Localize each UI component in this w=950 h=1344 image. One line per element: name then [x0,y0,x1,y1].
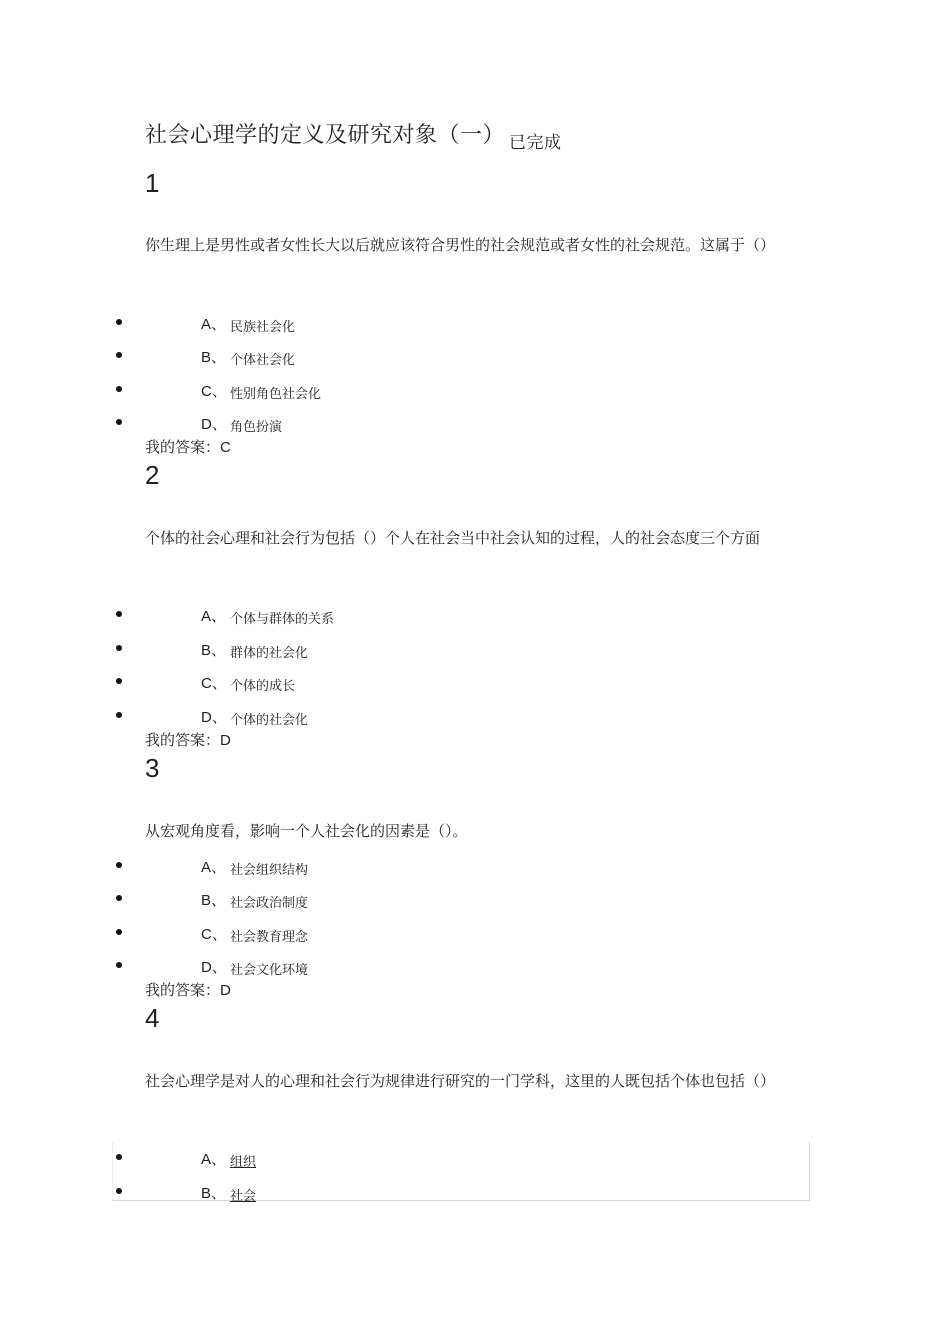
option-letter: B、 [201,642,227,659]
option-c[interactable] [0,923,950,945]
option-link[interactable]: 组织 [230,1155,257,1170]
bullet-icon [116,386,122,392]
bullet-icon [116,352,122,358]
answer-label: 我的答案： [145,438,221,456]
option-letter: C、 [201,383,227,400]
question-number: 4 [145,1003,160,1033]
option-letter: A、 [201,316,227,333]
option-b[interactable] [0,346,950,368]
option-b[interactable] [0,1182,950,1204]
option-letter: A、 [201,608,227,625]
bullet-icon [116,1154,122,1160]
option-text: 民族社会化 [230,320,296,335]
completion-status: 已完成 [509,133,562,153]
option-text: 群体的社会化 [230,646,309,661]
question-text: 个体的社会心理和社会行为包括（）个人在社会当中社会认知的过程，人的社会态度三个方面 [145,529,761,547]
question-text: 从宏观角度看，影响一个人社会化的因素是（）。 [145,822,468,840]
bullet-icon [116,929,122,935]
option-letter: B、 [201,349,227,366]
option-d[interactable] [0,706,950,728]
bullet-icon [116,1188,122,1194]
option-a[interactable] [0,1148,950,1170]
option-letter: D、 [201,416,227,433]
option-text: 性别角色社会化 [230,387,322,402]
option-text: 个体与群体的关系 [230,612,335,627]
option-text: 社会组织结构 [230,863,309,878]
question-text: 你生理上是男性或者女性长大以后就应该符合男性的社会规范或者女性的社会规范。这属于（） [145,236,776,254]
bullet-icon [116,419,122,425]
option-d[interactable] [0,413,950,435]
option-letter: A、 [201,1151,227,1168]
option-a[interactable] [0,313,950,335]
my-answer [145,729,231,750]
bullet-icon [116,645,122,651]
answer-value: D [220,982,231,999]
answer-label: 我的答案： [145,731,221,749]
option-letter: B、 [201,1185,227,1202]
my-answer [145,979,231,1000]
option-text: 社会政治制度 [230,896,309,911]
option-text: 角色扮演 [230,420,283,435]
option-text: 个体的成长 [230,679,296,694]
bullet-icon [116,962,122,968]
option-a[interactable] [0,856,950,878]
answer-value: D [220,732,231,749]
option-c[interactable] [0,380,950,402]
option-letter: D、 [201,959,227,976]
option-letter: D、 [201,709,227,726]
option-letter: A、 [201,859,227,876]
bullet-icon [116,862,122,868]
bullet-icon [116,678,122,684]
option-letter: B、 [201,892,227,909]
option-text: 个体的社会化 [230,713,309,728]
bullet-icon [116,895,122,901]
option-d[interactable] [0,956,950,978]
option-link[interactable]: 社会 [230,1189,257,1204]
option-text: 社会文化环境 [230,963,309,978]
answer-label: 我的答案： [145,981,221,999]
question-number: 3 [145,753,160,783]
bullet-icon [116,712,122,718]
option-b[interactable] [0,889,950,911]
question-number: 2 [145,460,160,490]
option-c[interactable] [0,672,950,694]
question-text: 社会心理学是对人的心理和社会行为规律进行研究的一门学科，这里的人既包括个体也包括（） [145,1072,776,1090]
option-text: 社会教育理念 [230,930,309,945]
option-letter: C、 [201,675,227,692]
page-title [145,118,562,153]
question-number: 1 [145,168,160,198]
bullet-icon [116,319,122,325]
bullet-icon [116,611,122,617]
option-b[interactable] [0,639,950,661]
my-answer [145,436,231,457]
page-title-text: 社会心理学的定义及研究对象（一） [145,123,506,148]
option-a[interactable] [0,605,950,627]
option-letter: C、 [201,926,227,943]
option-text: 个体社会化 [230,353,296,368]
answer-value: C [220,439,231,456]
